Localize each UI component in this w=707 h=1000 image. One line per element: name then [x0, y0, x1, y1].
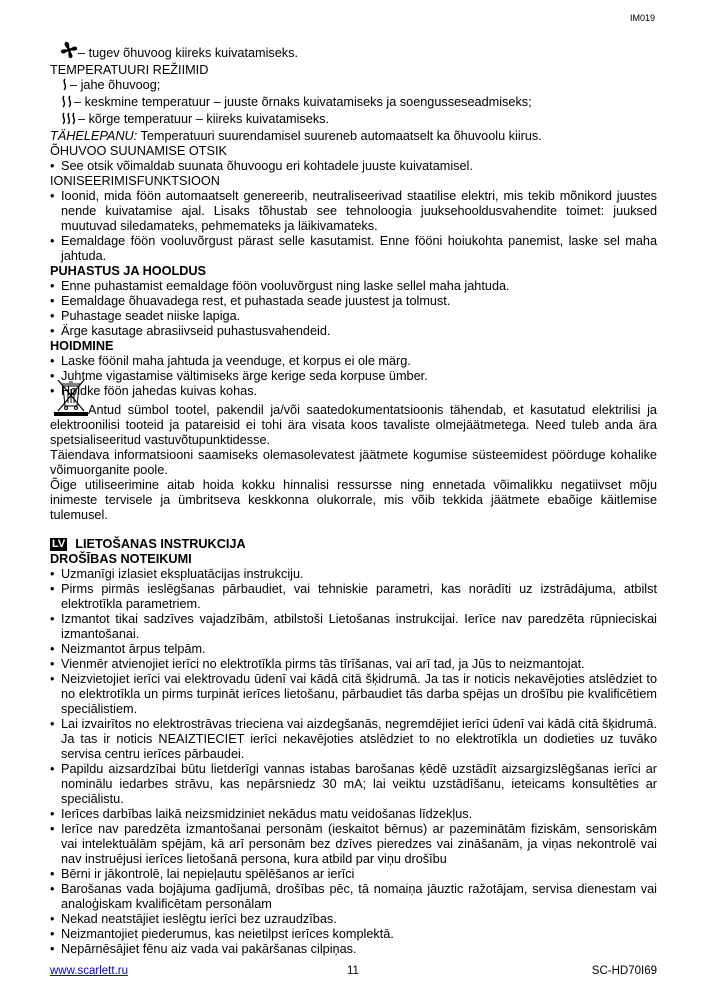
ionization-list [50, 189, 657, 264]
list-item: • Puhastage seadet niiske lapiga. [50, 309, 657, 324]
list-item: • Uzmanīgi izlasiet ekspluatācijas instrukciju. [50, 567, 657, 582]
cold-air-icon [60, 78, 70, 95]
high-heat-icon [60, 112, 78, 129]
list-item: • Neizmantot ārpus telpām. [50, 642, 657, 657]
page-number: 11 [347, 965, 359, 977]
storage-list [50, 354, 657, 399]
list-item: • Enne puhastamist eemaldage föön vooluvõrgust ning laske sellel maha jahtuda. [50, 279, 657, 294]
lv-section-heading [50, 537, 657, 552]
temp-cold-line: – jahe õhuvoog; [50, 78, 657, 95]
lv-title: LIETOŠANAS INSTRUKCIJA [75, 537, 246, 551]
list-item: • Nepārnēsājiet fēnu aiz vada vai pakāršanas cilpiņas. [50, 942, 657, 957]
list-item: • Neizvietojiet ierīci vai elektrovadu ūdenī vai kādā citā šķidrumā. Ja tas ir noticis nekavējoties atslēdziet to no elektrotīkla un pirms turpināt ierīces lietošanu, pārbaudiet tās darba spējas un drošību pie kvalificētiem speciālistiem. [50, 672, 657, 717]
website-link[interactable]: www.scarlett.ru [50, 965, 128, 977]
temp-medium-line: – keskmine temperatuur – juuste õrnaks kuivatamiseks ja soengusseseadmiseks; [50, 95, 657, 112]
list-item: • Nekad neatstājiet ieslēgtu ierīci bez uzraudzības. [50, 912, 657, 927]
list-item: • Eemaldage õhuavadega rest, et puhastada seade juustest ja tolmust. [50, 294, 657, 309]
temperature-modes-heading: TEMPERATUURI REŽIIMID [50, 63, 209, 77]
weee-section [50, 403, 657, 448]
list-item: • Ierīce nav paredzēta izmantošanai personām (ieskaitot bērnus) ar pazeminātām fiziskām, sensoriskām vai intelektuālām spējām, kā arī personām bez dzīves pieredzes vai zināšanām, ja viņas nekontrolē vai nav instruējusi ierīces lietošanā persona, kura atbild par viņu drošību [50, 822, 657, 867]
attention-note: TÄHELEPANU: Temperatuuri suurendamisel suureneb automaatselt ka õhuvoolu kiirus. [50, 129, 542, 143]
list-item: • Ärge kasutage abrasiivseid puhastusvahendeid. [50, 324, 657, 339]
list-item: • Neizmantojiet piederumus, kas neietilpst ierīces komplektā. [50, 927, 657, 942]
list-item: • Izmantot tikai sadzīves vajadzībām, atbilstoši Lietošanas instrukcijai. Ierīce nav paredzēta rūpnieciskai izmantošanai. [50, 612, 657, 642]
manual-content [50, 41, 657, 957]
list-item: • Bērni ir jākontrolē, lai nepieļautu spēlēšanos ar ierīci [50, 867, 657, 882]
airflow-high-line: – tugev õhuvoog kiireks kuivatamiseks. [50, 41, 657, 63]
document-code: IM019 [629, 13, 655, 23]
list-item: • Papildu aizsardzībai būtu lietderīgi vannas istabas barošanas ķēdē uzstādīt aizsargizslēgšanas ierīci ar nominālu iedarbes strāvu, kas nepārsniedz 30 mA; lai veiktu uzstādīšanu, ieteicams konsultēties ar speciālistu. [50, 762, 657, 807]
list-item: • Ierīces darbības laikā neizsmidziniet nekādus matu veidošanas līdzekļus. [50, 807, 657, 822]
list-item: • See otsik võimaldab suunata õhuvoogu eri kohtadele juuste kuivatamisel. [50, 159, 657, 174]
list-item: • Juhtme vigastamise vältimiseks ärge kerige seda korpuse ümber. [50, 369, 657, 384]
list-item: • Hoidke föön jahedas kuivas kohas. [50, 384, 657, 399]
medium-heat-icon [60, 95, 74, 112]
safety-heading: DROŠĪBAS NOTEIKUMI [50, 552, 192, 566]
crossed-bin-icon [54, 378, 88, 420]
model-number: SC-HD70I69 [591, 965, 657, 977]
ionization-heading: IONISEERIMISFUNKTSIOON [50, 174, 220, 188]
list-item: • Laske föönil maha jahtuda ja veenduge, et korpus ei ole märg. [50, 354, 657, 369]
weee-disposal: Õige utiliseerimine aitab hoida kokku hinnalisi ressursse ning ennetada võimalikku negatiivset mõju inimeste tervisele ja ümbritseva keskkonna olukorrale, mis võib tekkida jäätmete ebaõige käitlemise tulemusel. [50, 478, 657, 522]
list-item: • Lai izvairītos no elektrostrāvas trieciena vai aizdegšanās, negremdējiet ierīci ūdenī vai kādā citā šķidrumā. Ja tas ir noticis NEAIZTIECIET ierīci nekavējoties atslēdziet to no elektrotīkla un dodieties uz tuvāko servisa centru ierīces pārbaudei. [50, 717, 657, 762]
cleaning-list [50, 279, 657, 339]
nozzle-list [50, 159, 657, 174]
language-badge: LV [52, 538, 66, 550]
storage-heading: HOIDMINE [50, 339, 114, 353]
list-item: • Barošanas vada bojājuma gadījumā, drošības pēc, tā nomaiņa jāuztic ražotājam, servisa dienestam vai analoģiskam kvalificētam personālam [50, 882, 657, 912]
safety-list [50, 567, 657, 957]
list-item: • Eemaldage föön vooluvõrgust pärast selle kasutamist. Enne fööni hoiukohta panemist, laske sel maha jahtuda. [50, 234, 657, 264]
list-item: • Ioonid, mida föön automaatselt genereerib, neutraliseerivad staatilise elektri, mis tekib mõnikord juustes nende kuivatamise ajal. Lisaks tõhustab see tehnoloogia juuksehooldusvahendite toimet: juuksed muutuvad siledamateks, pehmemateks ja läikivamateks. [50, 189, 657, 234]
list-item: • Pirms pirmās ieslēgšanas pārbaudiet, vai tehniskie parametri, kas norādīti uz izstrādājuma, atbilst elektrotīkla parametriem. [50, 582, 657, 612]
temp-high-line: – kõrge temperatuur – kiireks kuivatamiseks. [50, 112, 657, 129]
weee-text: Antud sümbol tootel, pakendil ja/või saatedokumentatsioonis tähendab, et kasutatud elektrilisi ja elektroonilisi tooteid ja patareisid ei tohi ära visata koos tavaliste olmejäätmetega. Need tuleb anda ära spetsialiseeritud vastuvõtupunktidesse. [50, 403, 657, 447]
cleaning-heading: PUHASTUS JA HOOLDUS [50, 264, 207, 278]
nozzle-heading: ÕHUVOO SUUNAMISE OTSIK [50, 144, 227, 158]
weee-info: Täiendava informatsiooni saamiseks olemasolevatest jäätmete kogumise süsteemidest pöörduge kohalike võimuorganite poole. [50, 448, 657, 477]
list-item: • Vienmēr atvienojiet ierīci no elektrotīkla pirms tās tīrīšanas, vai arī tad, ja Jūs to neizmantojat. [50, 657, 657, 672]
fan-icon [60, 41, 78, 63]
